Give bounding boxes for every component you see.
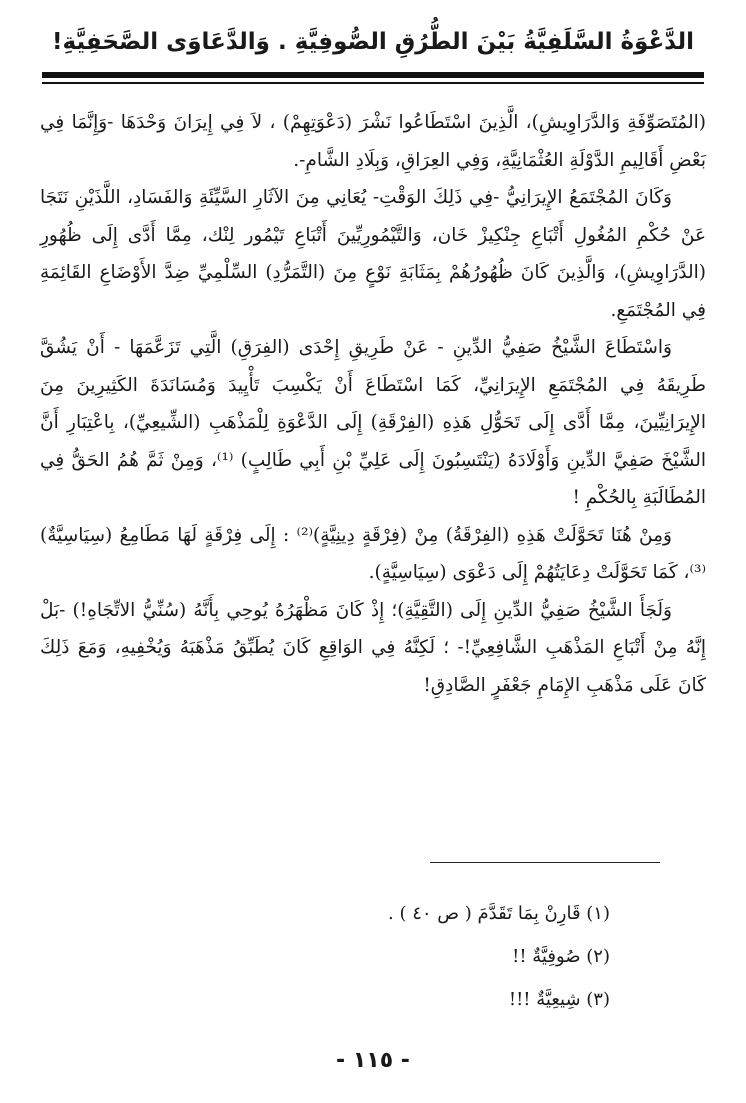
footnote-2: (٢) صُوفِيَّةٌ !!: [512, 946, 610, 967]
paragraph-1: (المُتَصَوِّفَةِ وَالدَّرَاوِيشِ)، الَّذِينَ اسْتَطَاعُوا نَشْرَ (دَعْوَتِهِمْ) ، لاَ فِي إِيرَانَ وَحْدَهَا -وَإِنَّمَا فِي بَعْضِ أَقَالِيمِ الدَّوْلَةِ العُثْمَانِيَّةِ، وَفِي العِرَاقِ، وَبِلَادِ الشَّامِ-.: [40, 112, 706, 171]
footnote-3: (٣) شِيعِيَّةٌ !!!: [508, 989, 610, 1010]
paragraph-2: وَكَانَ المُجْتَمَعُ الإِيرَانِيُّ -فِي ذَلِكَ الوَقْتِ- يُعَانِي مِنَ الآثَارِ السَّيِّئَةِ وَالفَسَادِ، اللَّذَيْنِ نَتَجَا عَنْ حُكْمِ المُغُولِ أَتْبَاعِ جِنْكِيزْ خَان، وَالتَّيْمُورِيِّينَ أَتْبَاعِ تَيْمُور لِنْك، مِمَّا أَدَّى إِلَى ظُهُورِ (الدَّرَاوِيشِ)، وَالَّذِينَ كَانَ ظُهُورُهُمْ بِمَثَابَةِ نَوْعٍ مِنَ (التَّمَرُّدِ) السِّلْمِيِّ ضِدَّ الأَوْضَاعِ القَائِمَةِ فِي المُجْتَمَعِ.: [40, 187, 706, 321]
footnotes: [300, 892, 610, 1021]
header-title: الدَّعْوَةُ السَّلَفِيَّةُ بَيْنَ الطُّرُقِ الصُّوفِيَّةِ . وَالدَّعَاوَى الصَّحَفِيَّةِ!: [52, 29, 694, 55]
footnote-separator: [430, 862, 660, 863]
header-rule-thick: [42, 72, 704, 78]
body-text: [40, 104, 706, 704]
paragraph-3: وَاسْتَطَاعَ الشَّيْخُ صَفِيُّ الدِّينِ - عَنْ طَرِيقِ إِحْدَى (الفِرَقِ) الَّتِي تَزَعَّمَهَا - أَنْ يَشُقَّ طَرِيقَهُ فِي المُجْتَمَعِ الإِيرَانِيِّ، كَمَا اسْتَطَاعَ أَنْ يَكْسِبَ تَأْيِيدَ وَمُسَانَدَةَ الكَثِيرِينَ مِنَ الإِيرَانِيِّينَ، مِمَّا أَدَّى إِلَى تَحَوُّلِ هَذِهِ (الفِرْقَةِ) إِلَى الدَّعْوَةِ لِلْمَذْهَبِ (الشِّيعِيِّ)، بِاعْتِبَارِ أَنَّ الشَّيْخَ صَفِيَّ الدِّينِ وَأَوْلَادَهُ (يَنْتَسِبُونَ إِلَى عَلِيِّ بْنِ أَبِي طَالِبٍ) ⁽¹⁾، وَمِنْ ثَمَّ هُمُ الحَقُّ فِي المُطَالَبَةِ بِالحُكْمِ !: [40, 337, 706, 508]
paragraph-4: وَمِنْ هُنَا تَحَوَّلَتْ هَذِهِ (الفِرْقَةُ) مِنْ (فِرْقَةٍ دِينِيَّةٍ)⁽²⁾ : إِلَى فِرْقَةٍ لَهَا مَطَامِعُ (سِيَاسِيَّةٌ) ⁽³⁾، كَمَا تَحَوَّلَتْ دِعَايَتُهُمْ إِلَى دَعْوَى (سِيَاسِيَّةٍ).: [40, 524, 706, 583]
page-number: - ١١٥ -: [336, 1048, 410, 1073]
running-header: [42, 22, 704, 62]
header-rule-thin: [42, 82, 704, 84]
footnote-1: (١) قَارِنْ بِمَا تَقَدَّمَ ( ص ٤٠ ) .: [388, 903, 610, 924]
paragraph-5: وَلَجَأَ الشَّيْخُ صَفِيُّ الدِّينِ إِلَى (التَّقِيَّةِ)؛ إِذْ كَانَ مَظْهَرُهُ يُوحِي بِأَنَّهُ (سُنِّيُّ الاتِّجَاهِ!) -بَلْ إِنَّهُ مِنْ أَتْبَاعِ المَذْهَبِ الشَّافِعِيِّ!- ؛ لَكِنَّهُ فِي الوَاقِعِ كَانَ يُطَبِّقُ مَذْهَبَهُ وَيُخْفِيهِ، وَمَعَ ذَلِكَ كَانَ عَلَى مَذْهَبِ الإِمَامِ جَعْفَرٍ الصَّادِقِ!: [40, 599, 706, 696]
